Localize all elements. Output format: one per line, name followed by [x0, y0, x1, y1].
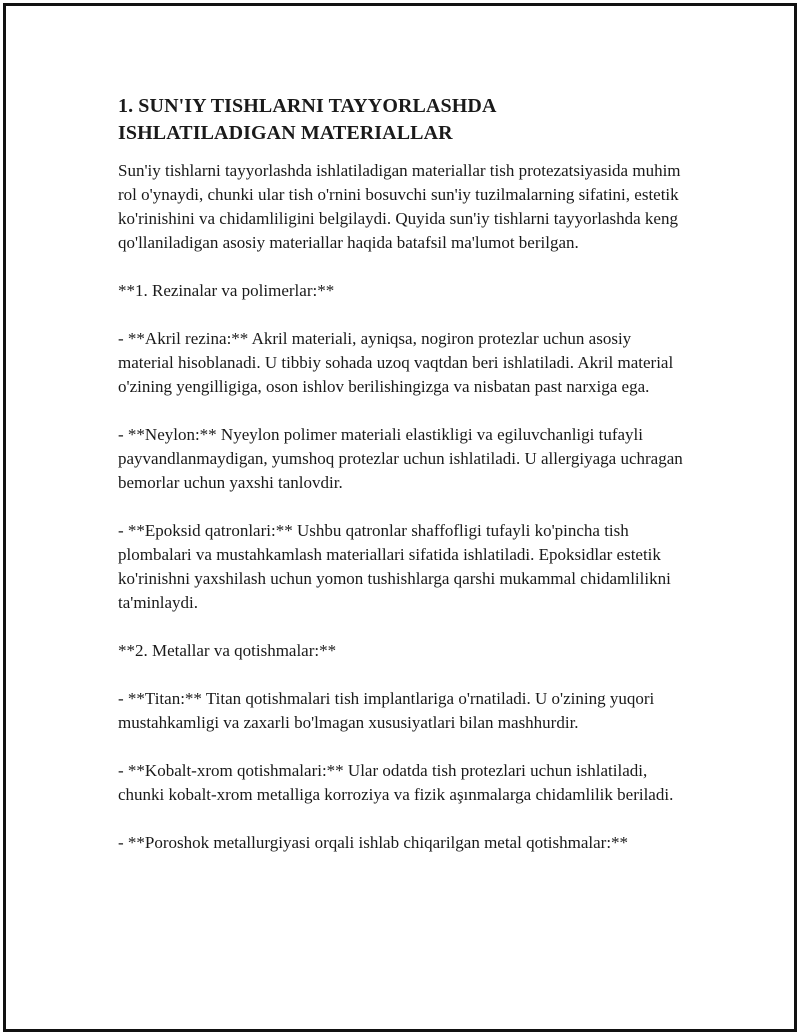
title-line-2: ISHLATILADIGAN MATERIALLAR [118, 122, 453, 144]
section-heading-polymers: **1. Rezinalar va polimerlar:** [118, 281, 335, 300]
list-item-nylon: - **Neylon:** Nyeylon polimer materiali elastikligi va egiluvchanligi tufayli payvandlanmaydigan, yumshoq protezlar uchun ishlatiladi. U allergiyaga uchragan bemorlar uchun yaxshi tanlovdir. [118, 425, 683, 492]
list-item-powder-metallurgy: - **Poroshok metallurgiyasi orqali ishlab chiqarilgan metal qotishmalar:** [118, 833, 629, 852]
document-title [118, 93, 688, 147]
section-heading-metals: **2. Metallar va qotishmalar:** [118, 641, 337, 660]
title-line-1: 1. SUN'IY TISHLARNI TAYYORLASHDA [118, 95, 497, 117]
list-item-acrylic: - **Akril rezina:** Akril materiali, ayniqsa, nogiron protezlar uchun asosiy material hisoblanadi. U tibbiy sohada uzoq vaqtdan beri ishlatiladi. Akril material o'zining yengilligiga, oson ishlov berilishingizga va nisbatan past narxiga ega. [118, 329, 674, 396]
list-item-titanium: - **Titan:** Titan qotishmalari tish implantlariga o'rnatiladi. U o'zining yuqori mustahkamligi va zaxarli bo'lmagan xususiyatlari bilan mashhurdir. [118, 689, 655, 732]
list-item-epoxy: - **Epoksid qatronlari:** Ushbu qatronlar shaffofligi tufayli ko'pincha tish plombalari va mustahkamlash materiallari sifatida ishlatiladi. Epoksidlar estetik ko'rinishni yaxshilash uchun yomon tushishlarga qarshi mukammal chidamlilikni ta'minlaydi. [118, 521, 671, 612]
document-body [118, 93, 688, 879]
list-item-cobalt-chrome: - **Kobalt-xrom qotishmalari:** Ular odatda tish protezlari uchun ishlatiladi, chunki kobalt-xrom metalliga korroziya va fizik aşınmalarga chidamlilik beriladi. [118, 761, 674, 804]
intro-paragraph: Sun'iy tishlarni tayyorlashda ishlatiladigan materiallar tish protezatsiyasida muhim rol o'ynaydi, chunki ular tish o'rnini bosuvchi sun'iy tuzilmalarning sifatini, estetik ko'rinishini va chidamliligini belgilaydi. Quyida sun'iy tishlarni tayyorlashda keng qo'llaniladigan asosiy materiallar haqida batafsil ma'lumot berilgan. [118, 161, 681, 252]
